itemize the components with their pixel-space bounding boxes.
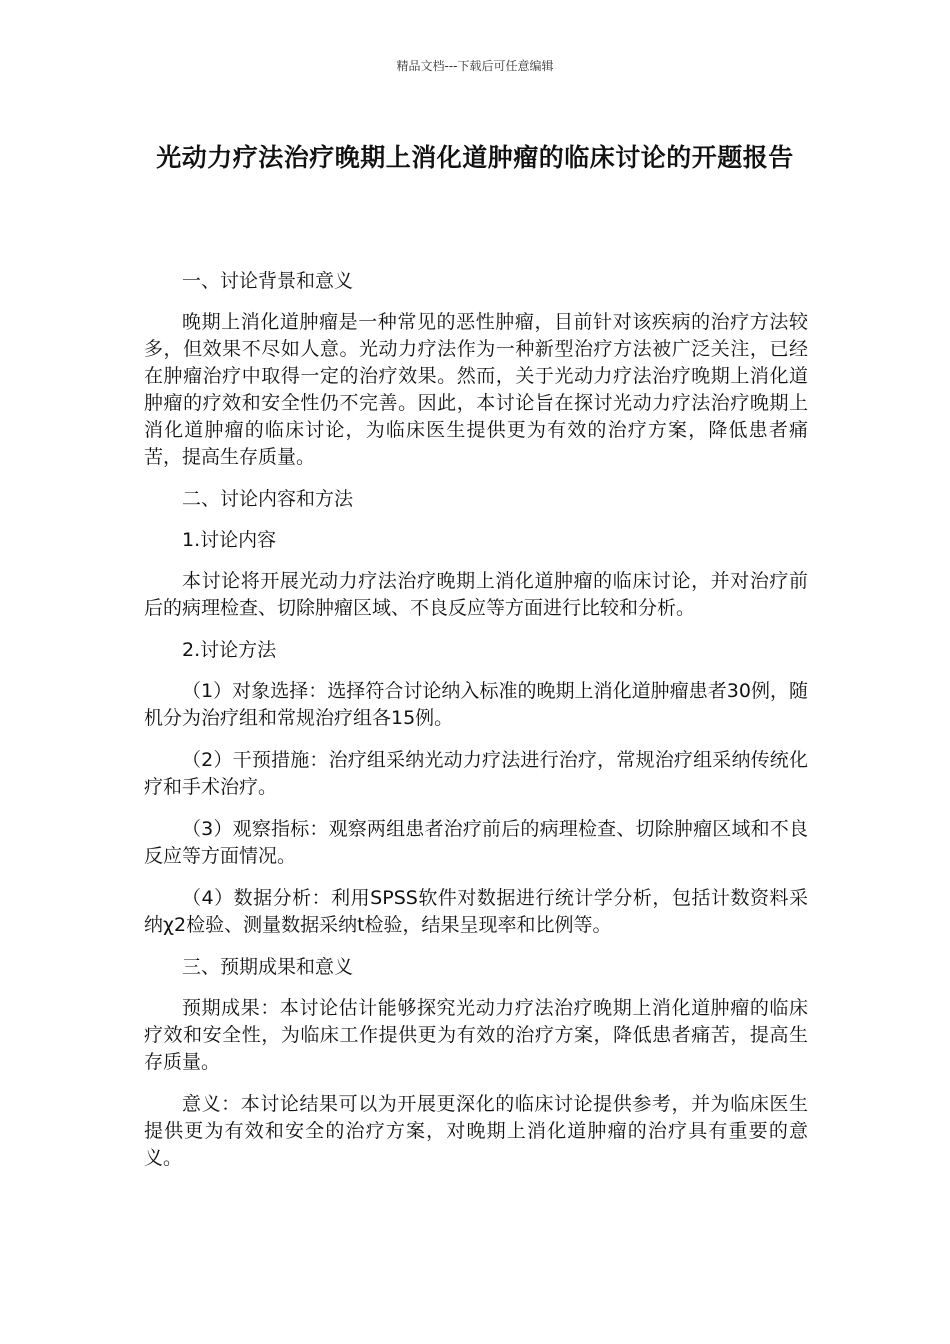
document-body (144, 268, 808, 1187)
section-1-heading: 一、讨论背景和意义 (182, 270, 354, 292)
section-3-paragraph-1: 预期成果：本讨论估计能够探究光动力疗法治疗晚期上消化道肿瘤的临床疗效和安全性，为临床工作提供更为有效的治疗方案，降低患者痛苦，提高生存质量。 (144, 997, 808, 1073)
section-2-heading: 二、讨论内容和方法 (182, 488, 354, 510)
section-3-paragraph-2: 意义：本讨论结果可以为开展更深化的临床讨论提供参考，并为临床医生提供更为有效和安全的治疗方案，对晚期上消化道肿瘤的治疗具有重要的意义。 (144, 1093, 808, 1169)
method-item-2: （2）干预措施：治疗组采纳光动力疗法进行治疗，常规治疗组采纳传统化疗和手术治疗。 (144, 749, 808, 798)
section-2-sub-2-heading: 2.讨论方法 (182, 639, 277, 661)
header-note: 精品文档---下载后可任意编辑 (396, 59, 554, 73)
method-item-3: （3）观察指标：观察两组患者治疗前后的病理检查、切除肿瘤区域和不良反应等方面情况。 (144, 818, 808, 867)
section-2-sub-1-paragraph: 本讨论将开展光动力疗法治疗晚期上消化道肿瘤的临床讨论，并对治疗前后的病理检查、切除肿瘤区域、不良反应等方面进行比较和分析。 (144, 570, 808, 619)
method-item-4: （4）数据分析：利用SPSS软件对数据进行统计学分析，包括计数资料采纳χ2检验、测量数据采纳t检验，结果呈现率和比例等。 (144, 887, 808, 936)
section-3-heading: 三、预期成果和意义 (182, 956, 354, 978)
section-2-sub-1-heading: 1.讨论内容 (182, 529, 277, 551)
section-1-paragraph: 晚期上消化道肿瘤是一种常见的恶性肿瘤，目前针对该疾病的治疗方法较多，但效果不尽如人意。光动力疗法作为一种新型治疗方法被广泛关注，已经在肿瘤治疗中取得一定的治疗效果。然而，关于光动力疗法治疗晚期上消化道肿瘤的疗效和安全性仍不完善。因此，本讨论旨在探讨光动力疗法治疗晚期上消化道肿瘤的临床讨论，为临床医生提供更为有效的治疗方案，降低患者痛苦，提高生存质量。 (144, 311, 808, 468)
document-title: 光动力疗法治疗晚期上消化道肿瘤的临床讨论的开题报告 (156, 143, 794, 172)
method-item-1: （1）对象选择：选择符合讨论纳入标准的晚期上消化道肿瘤患者30例，随机分为治疗组和常规治疗组各15例。 (144, 680, 808, 729)
